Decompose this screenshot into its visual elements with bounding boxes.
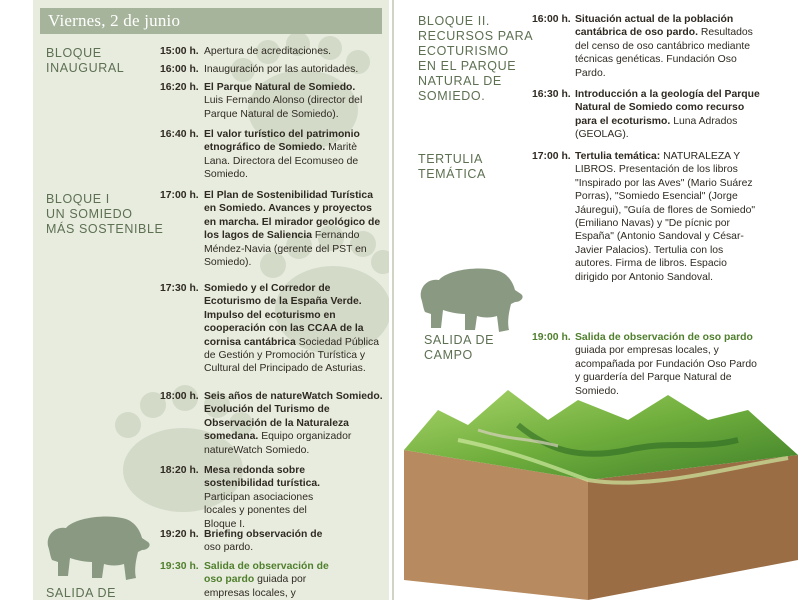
- event-time: 17:00 h.: [532, 151, 571, 162]
- event-time: 16:30 h.: [532, 89, 571, 100]
- event-detail: Fernando Méndez-Navia (gerente del PST en Somiedo).: [204, 230, 367, 269]
- event-title: El valor turístico del patrimonio etnográfico de Somiedo.: [204, 129, 360, 154]
- event-detail: Equipo organizador natureWatch Somiedo.: [204, 431, 352, 456]
- event-title: Briefing observación de: [204, 529, 323, 540]
- section-label-bloque-1: BLOQUE I UN SOMIEDO MÁS SOSTENIBLE: [46, 192, 164, 236]
- section-label-salida-left: SALIDA DE: [46, 586, 117, 600]
- day-title: Viernes, 2 de junio: [48, 11, 181, 30]
- event-title: Salida de observación de oso pardo: [575, 332, 753, 343]
- bear-silhouette-icon: [44, 512, 152, 582]
- event-time: 16:00 h.: [532, 14, 571, 25]
- event-time: 17:00 h.: [160, 190, 199, 201]
- event-detail: Sociedad Pública de Gestión y Promoción Turística y Cultural del Principado de Asturias.: [204, 336, 380, 375]
- event-time: 19:30 h.: [160, 561, 199, 572]
- section-label-inaugural: BLOQUE INAUGURAL: [46, 46, 125, 75]
- event-detail: oso pardo.: [204, 542, 254, 554]
- bear-silhouette-icon: [417, 264, 525, 334]
- section-label-bloque-2: BLOQUE II. RECURSOS PARA ECOTURISMO EN EL PARQUE NATURAL DE SOMIEDO.: [418, 14, 534, 103]
- event-time: 19:00 h.: [532, 332, 571, 343]
- event-detail: guiada por empresas locales, y: [204, 574, 307, 599]
- event-detail: Participan asociaciones locales y ponentes del Bloque I.: [204, 491, 314, 530]
- event-detail: Maritè Lana. Directora del Ecomuseo de Somiedo.: [204, 142, 359, 181]
- event-detail: guiada por empresas locales, y acompañada por Fundación Oso Pardo y guardería del Parque Natural de Somiedo.: [575, 345, 757, 397]
- event-title: El Parque Natural de Somiedo.: [204, 82, 356, 93]
- event-time: 16:00 h.: [160, 64, 199, 75]
- event-title: Mesa redonda sobre sostenibilidad turística.: [204, 465, 321, 490]
- event-title: El Plan de Sostenibilidad Turística en Somiedo. Avances y proyectos en marcha. El mirador geológico de los lagos de Saliencia: [204, 190, 381, 242]
- event-time: 18:20 h.: [160, 465, 199, 476]
- event-title: Tertulia temática:: [575, 151, 661, 162]
- event-title: Seis años de natureWatch Somiedo. Evolución del Turismo de Observación de la Naturaleza somedana.: [204, 391, 383, 443]
- event-time: 16:20 h.: [160, 82, 199, 93]
- event-detail: Luis Fernando Alonso (director del Parque Natural de Somiedo).: [204, 95, 363, 120]
- section-label-salida-campo: SALIDA DE CAMPO: [424, 333, 495, 362]
- event-time: 18:00 h.: [160, 391, 199, 402]
- event-title: Salida de observación de oso pardo: [204, 561, 329, 586]
- event-detail: Luna Adrados (GEOLAG).: [575, 115, 738, 141]
- event-detail: Inauguración por las autoridades.: [204, 64, 359, 75]
- section-label-tertulia: TERTULIA TEMÁTICA: [418, 152, 486, 181]
- event-detail: Apertura de acreditaciones.: [204, 46, 332, 57]
- event-title: Somiedo y el Corredor de Ecoturismo de la España Verde. Impulso del ecoturismo en cooperación con las CCAA de la cornisa cantábrica: [204, 283, 364, 348]
- column-divider: [392, 0, 394, 600]
- event-detail: Resultados del censo de oso cantábrico mediante técnicas genéticas. Fundación Oso Pardo.: [575, 27, 753, 79]
- event-title: Introducción a la geología del Parque Natural de Somiedo como recurso para el ecoturismo.: [575, 89, 760, 127]
- event-time: 15:00 h.: [160, 46, 199, 57]
- event-title: Situación actual de la población cantábrica de oso pardo.: [575, 14, 734, 39]
- event-time: 17:30 h.: [160, 283, 199, 294]
- mountain-terrain-illustration: [398, 380, 800, 600]
- event-detail: NATURALEZA Y LIBROS. Presentación de los libros "Inspirado por las Aves" (Mario Suárez Porras), "Somiedo Esencial" (Jorge Jáuregui), "Guía de flores de Somiedo" (Emiliano Navas) y "De pícnic por España" (Antonio Sandoval y César-Javier Palacios). Tertulia con los autores. Firma de libros. Espacio dirigido por Antonio Sandoval.: [575, 151, 756, 283]
- event-time: 19:20 h.: [160, 529, 199, 540]
- event-time: 16:40 h.: [160, 129, 199, 140]
